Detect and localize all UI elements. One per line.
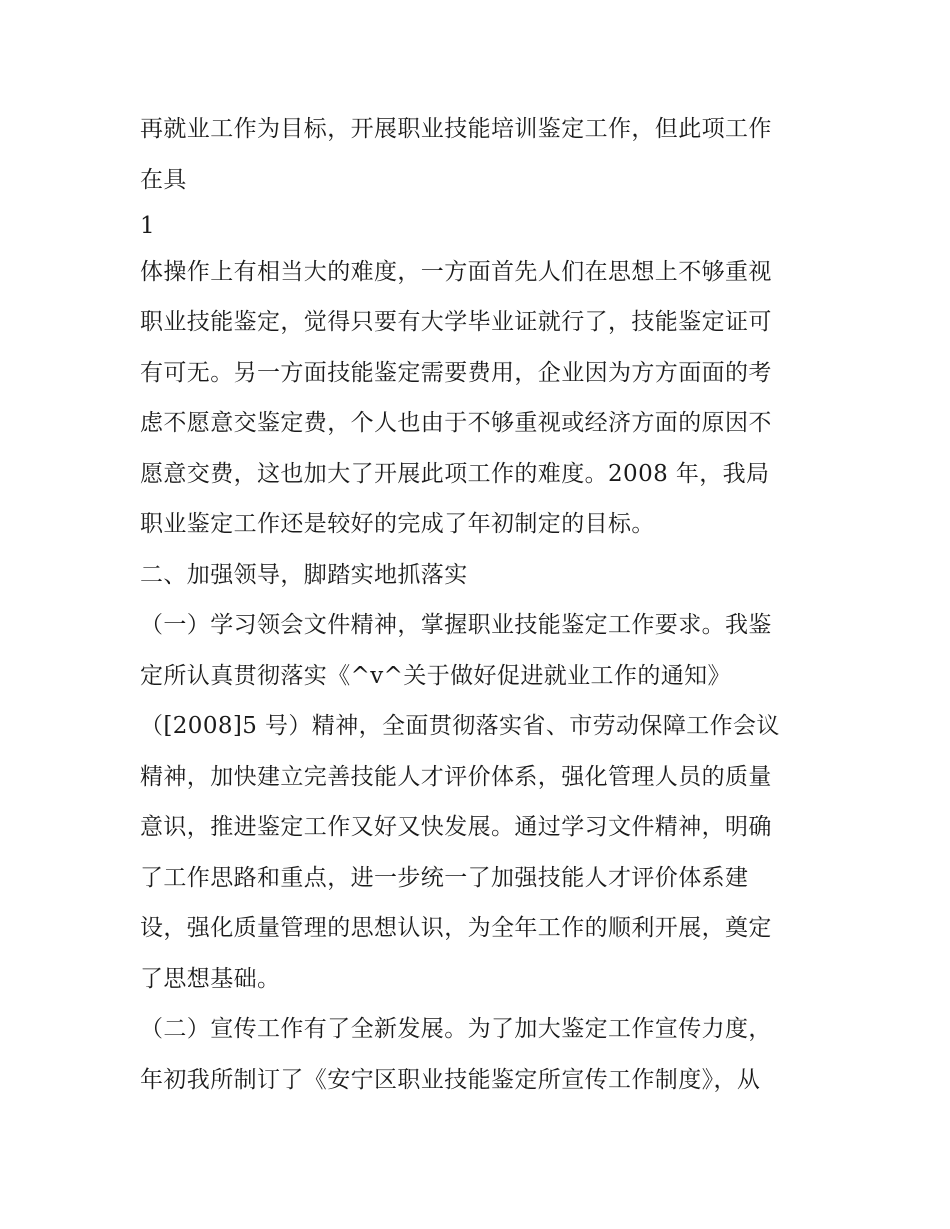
text-line: 了工作思路和重点，进一步统一了加强技能人才评价体系建	[140, 864, 749, 891]
text-line: （一）学习领会文件精神，掌握职业技能鉴定工作要求。我鉴	[140, 612, 772, 638]
text-line: 年初我所制订了《安宁区职业技能鉴定所宣传工作制度》，从	[140, 1066, 761, 1093]
body-text	[140, 108, 820, 1109]
text-line: 再就业工作为目标，开展职业技能培训鉴定工作，但此项工作	[140, 116, 772, 142]
section-heading: 二、加强领导，脚踏实地抓落实	[140, 561, 468, 588]
text-line: 职业鉴定工作还是较好的完成了年初制定的目标。	[140, 511, 655, 537]
text-line: 设，强化质量管理的思想认识，为全年工作的顺利开展，奠定	[140, 915, 772, 941]
text-line: 定所认真贯彻落实《^v^关于做好促进就业工作的通知》	[140, 662, 731, 689]
text-line: 体操作上有相当大的难度，一方面首先人们在思想上不够重视	[140, 258, 772, 285]
page-number: 1	[140, 212, 156, 239]
text-line: 精神，加快建立完善技能人才评价体系，强化管理人员的质量	[140, 763, 772, 790]
text-line: 职业技能鉴定，觉得只要有大学毕业证就行了，技能鉴定证可	[140, 309, 772, 335]
text-line: 意识，推进鉴定工作又好又快发展。通过学习文件精神，明确	[140, 814, 772, 840]
text-line: （二）宣传工作有了全新发展。为了加大鉴定工作宣传力度，	[140, 1016, 772, 1042]
text-line: 了思想基础。	[140, 965, 281, 992]
text-line: 有可无。另一方面技能鉴定需要费用，企业因为方方面面的考	[140, 359, 772, 386]
text-line: 在具	[140, 166, 187, 193]
text-line: 虑不愿意交鉴定费，个人也由于不够重视或经济方面的原因不	[140, 410, 772, 436]
text-line: （[2008]5 号）精神，全面贯彻落实省、市劳动保障工作会议	[140, 713, 780, 739]
text-line: 愿意交费，这也加大了开展此项工作的难度。2008 年，我局	[140, 460, 770, 487]
